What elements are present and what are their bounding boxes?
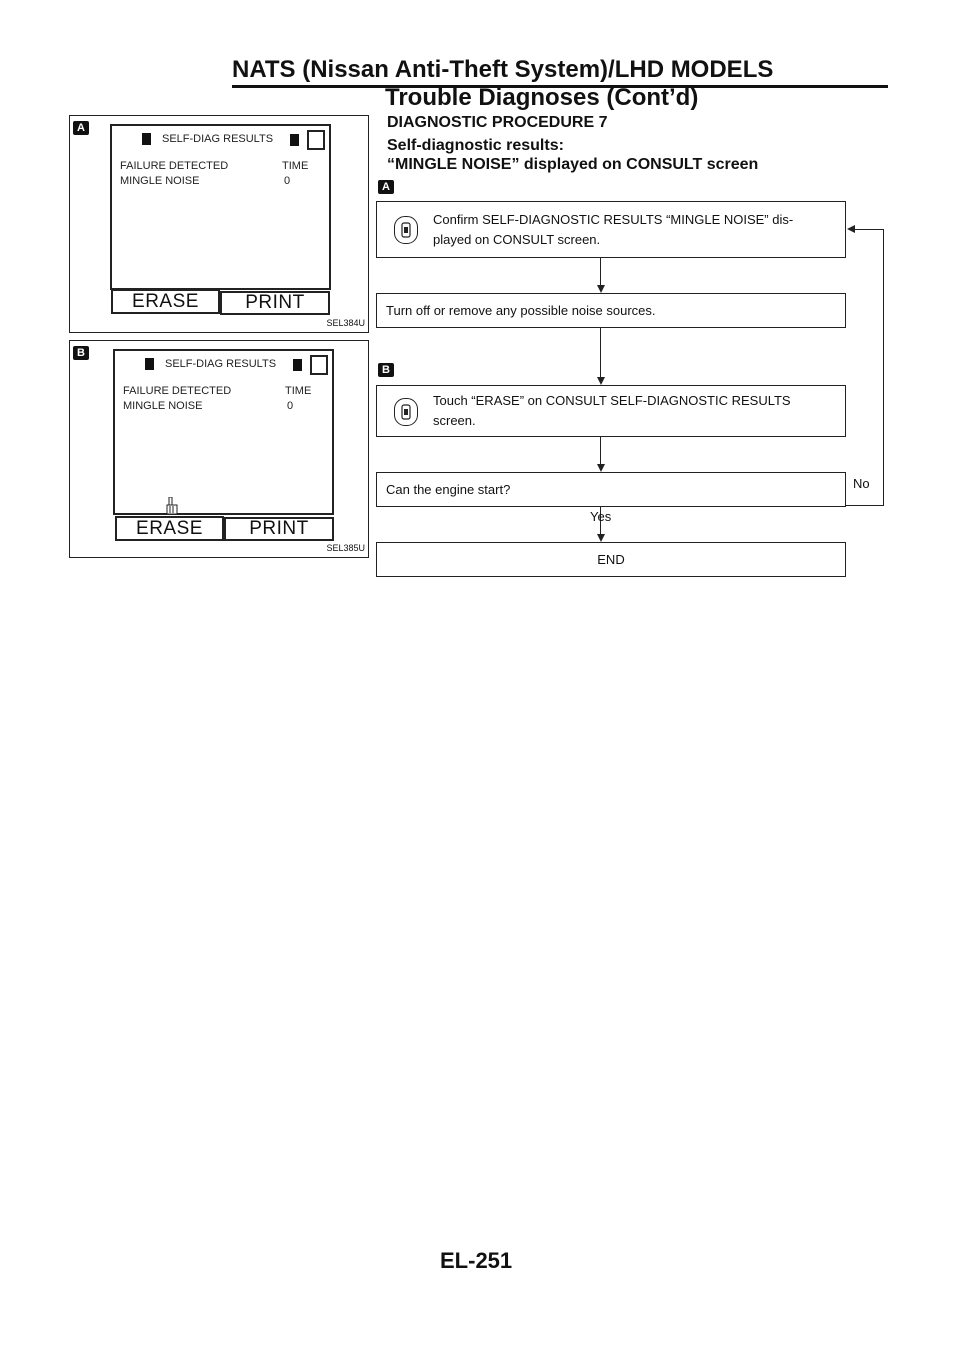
consult-screen-b (113, 349, 334, 515)
flow-arrow (597, 534, 605, 542)
procedure-subheading-1: Self-diagnostic results: (387, 137, 564, 154)
figure-badge-b: B (73, 346, 89, 360)
flow-step-touch-erase (376, 385, 846, 437)
figure-a (69, 115, 369, 333)
failure-item: MINGLE NOISE (120, 175, 200, 187)
step-badge-b: B (378, 363, 394, 377)
yes-label: Yes (590, 509, 612, 524)
flow-step-end (376, 542, 846, 577)
erase-button[interactable]: ERASE (111, 289, 220, 314)
screen-marker-icon (145, 358, 154, 370)
screen-marker-icon (142, 133, 151, 145)
failure-item: MINGLE NOISE (123, 400, 203, 412)
column-failure-detected: FAILURE DETECTED (120, 160, 229, 172)
step-text: Turn off or remove any possible noise sources. (386, 303, 656, 318)
flow-step-engine-start (376, 472, 846, 507)
no-branch-line (846, 505, 883, 506)
step-badge-a: A (378, 180, 394, 194)
procedure-subheading-2: “MINGLE NOISE” displayed on CONSULT screen (387, 156, 759, 173)
figure-caption: SEL384U (326, 318, 365, 328)
step-text: played on CONSULT screen. (433, 232, 601, 247)
page-number: EL-251 (440, 1248, 513, 1273)
consult-screen-a (110, 124, 331, 290)
figure-badge-a: A (73, 121, 89, 135)
print-button[interactable]: PRINT (220, 291, 330, 315)
screen-marker-icon (290, 134, 299, 146)
print-button[interactable]: PRINT (224, 517, 334, 541)
erase-button[interactable]: ERASE (115, 516, 224, 541)
failure-time: 0 (287, 400, 294, 412)
flow-connector (600, 437, 601, 465)
flow-step-confirm (376, 201, 846, 258)
screen-box-icon (307, 130, 325, 150)
consult-hand-icon (394, 398, 418, 426)
flow-arrow (597, 464, 605, 472)
flow-arrow (597, 377, 605, 385)
figure-b (69, 340, 369, 558)
procedure-heading: DIAGNOSTIC PROCEDURE 7 (387, 114, 608, 131)
finger-touch-icon (165, 497, 179, 515)
page-subtitle: Trouble Diagnoses (Cont’d) (385, 84, 699, 111)
column-time: TIME (282, 160, 309, 172)
step-text: Touch “ERASE” on CONSULT SELF-DIAGNOSTIC RESULTS (433, 393, 791, 408)
column-time: TIME (285, 385, 312, 397)
screen-box-icon (310, 355, 328, 375)
section-title: NATS (Nissan Anti-Theft System)/LHD MODELS (232, 56, 774, 83)
flow-arrow (597, 285, 605, 293)
flow-arrow (847, 225, 855, 233)
consult-hand-icon (394, 216, 418, 244)
step-text: Can the engine start? (386, 482, 511, 497)
no-label: No (853, 476, 870, 491)
screen-title: SELF-DIAG RESULTS (165, 358, 277, 370)
column-failure-detected: FAILURE DETECTED (123, 385, 232, 397)
flow-connector (600, 258, 601, 286)
step-text: screen. (433, 413, 476, 428)
step-text: Confirm SELF-DIAGNOSTIC RESULTS “MINGLE NOISE” dis- (433, 212, 794, 227)
screen-title: SELF-DIAG RESULTS (162, 133, 274, 145)
screen-marker-icon (293, 359, 302, 371)
flow-step-noise-sources (376, 293, 846, 328)
step-text: END (597, 552, 625, 567)
no-branch-line (883, 229, 884, 506)
figure-caption: SEL385U (326, 543, 365, 553)
no-branch-line (855, 229, 883, 230)
failure-time: 0 (284, 175, 291, 187)
flow-connector (600, 328, 601, 378)
